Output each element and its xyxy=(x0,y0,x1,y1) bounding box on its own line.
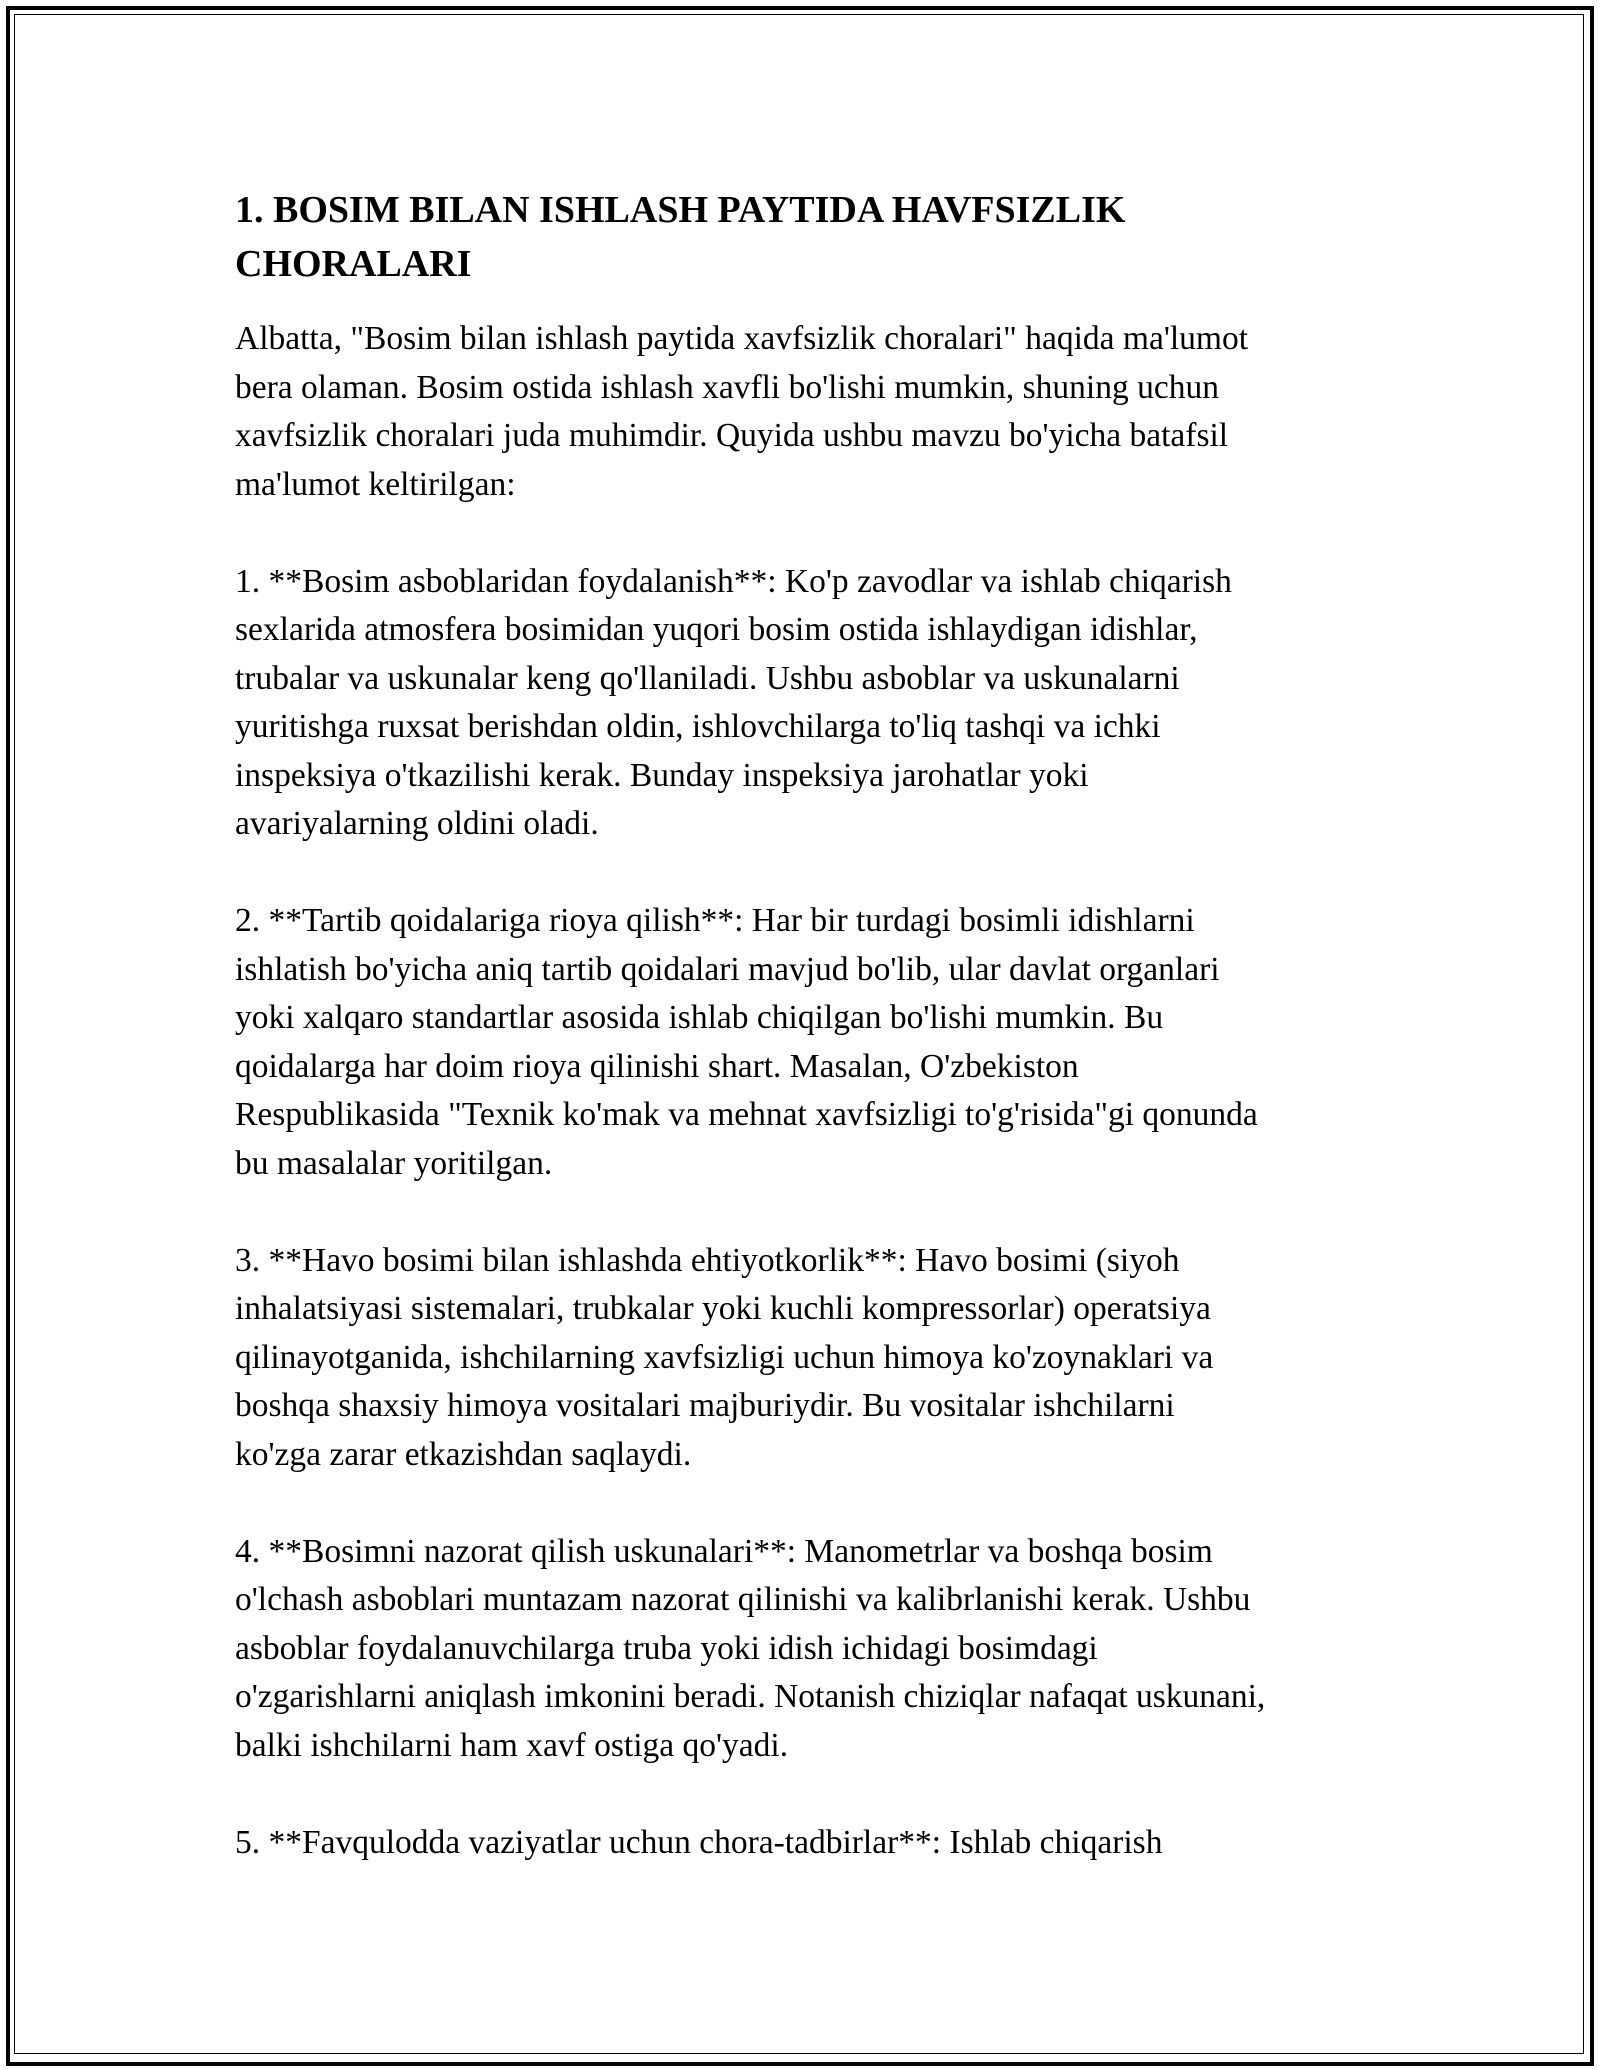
paragraph-line: qilinayotganida, ishchilarning xavfsizligi uchun himoya ko'zoynaklari va xyxy=(235,1338,1214,1376)
paragraph-line: boshqa shaxsiy himoya vositalari majburiydir. Bu vositalar ishchilarni xyxy=(235,1387,1175,1424)
paragraph-line: 2. **Tartib qoidalariga rioya qilish**: Har bir turdagi bosimli idishlarni xyxy=(235,902,1195,939)
section-4-paragraph xyxy=(235,1528,1385,1771)
paragraph-line: xavfsizlik choralari juda muhimdir. Quyida ushbu mavzu bo'yicha batafsil xyxy=(235,417,1229,454)
paragraph-line: asboblar foydalanuvchilarga truba yoki idish ichidagi bosimdagi xyxy=(235,1629,1098,1667)
paragraph-line: 5. **Favqulodda vaziyatlar uchun chora-tadbirlar**: Ishlab chiqarish xyxy=(235,1823,1163,1861)
intro-paragraph xyxy=(235,315,1385,509)
paragraph-line: Respublikasida "Texnik ko'mak va mehnat xavfsizligi to'g'risida"gi qonunda xyxy=(235,1096,1258,1133)
paragraph-line: bu masalalar yoritilgan. xyxy=(235,1144,553,1182)
paragraph-line: o'lchash asboblari muntazam nazorat qilinishi va kalibrlanishi kerak. Ushbu xyxy=(235,1581,1251,1618)
document-page xyxy=(235,183,1385,1916)
paragraph-line: o'zgarishlarni aniqlash imkonini beradi. Notanish chiziqlar nafaqat uskunani, xyxy=(235,1678,1266,1715)
section-5-paragraph xyxy=(235,1819,1385,1868)
paragraph-line: yoki xalqaro standartlar asosida ishlab chiqilgan bo'lishi mumkin. Bu xyxy=(235,999,1164,1036)
paragraph-line: inhalatsiyasi sistemalari, trubkalar yoki kuchli kompressorlar) operatsiya xyxy=(235,1290,1211,1327)
section-1-paragraph xyxy=(235,558,1385,849)
paragraph-line: ko'zga zarar etkazishdan saqlaydi. xyxy=(235,1435,692,1473)
document-title xyxy=(235,183,1355,291)
paragraph-line: 3. **Havo bosimi bilan ishlashda ehtiyotkorlik**: Havo bosimi (siyoh xyxy=(235,1241,1180,1279)
paragraph-line: bera olaman. Bosim ostida ishlash xavfli bo'lishi mumkin, shuning uchun xyxy=(235,368,1219,406)
section-3-paragraph xyxy=(235,1237,1385,1480)
document-title-line-1: 1. BOSIM BILAN ISHLASH PAYTIDA HAVFSIZLIK xyxy=(235,189,1126,231)
paragraph-line: sexlarida atmosfera bosimidan yuqori bosim ostida ishlaydigan idishlar, xyxy=(235,611,1198,648)
paragraph-line: yuritishga ruxsat berishdan oldin, ishlovchilarga to'liq tashqi va ichki xyxy=(235,708,1161,745)
paragraph-line: balki ishchilarni ham xavf ostiga qo'yadi. xyxy=(235,1726,789,1764)
paragraph-line: ishlatish bo'yicha aniq tartib qoidalari mavjud bo'lib, ular davlat organlari xyxy=(235,950,1220,988)
paragraph-line: 1. **Bosim asboblaridan foydalanish**: Ko'p zavodlar va ishlab chiqarish xyxy=(235,562,1232,600)
paragraph-line: 4. **Bosimni nazorat qilish uskunalari**: Manometrlar va boshqa bosim xyxy=(235,1532,1213,1570)
paragraph-line: avariyalarning oldini oladi. xyxy=(235,805,599,842)
paragraph-line: trubalar va uskunalar keng qo'llaniladi. Ushbu asboblar va uskunalarni xyxy=(235,659,1180,697)
section-2-paragraph xyxy=(235,897,1385,1188)
paragraph-line: inspeksiya o'tkazilishi kerak. Bunday inspeksiya jarohatlar yoki xyxy=(235,756,1089,794)
paragraph-line: Albatta, "Bosim bilan ishlash paytida xavfsizlik choralari" haqida ma'lumot xyxy=(235,320,1249,357)
paragraph-line: qoidalarga har doim rioya qilinishi shart. Masalan, O'zbekiston xyxy=(235,1047,1079,1085)
document-title-line-2: CHORALARI xyxy=(235,243,472,285)
paragraph-line: ma'lumot keltirilgan: xyxy=(235,465,516,503)
